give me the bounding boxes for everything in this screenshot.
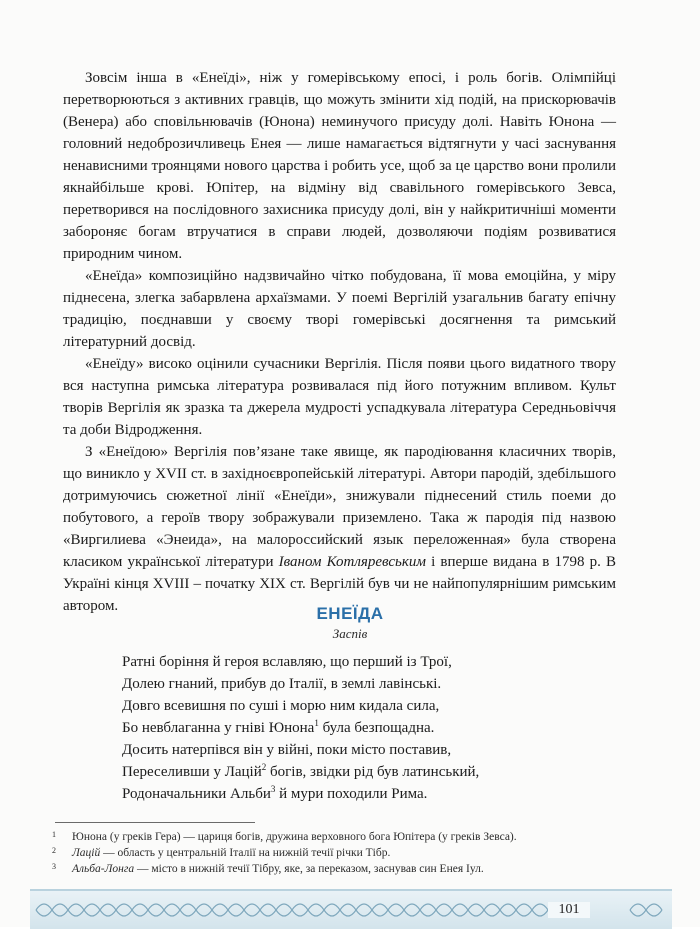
footnote-ref[interactable]: 2 xyxy=(261,762,267,772)
footnote-ref[interactable]: 3 xyxy=(270,784,276,794)
verse-line: Довго всевишня по суші і морю ним кидала сила, xyxy=(122,698,440,714)
paragraph-parody xyxy=(63,441,616,617)
verse-text: була безпощадна. xyxy=(318,720,435,736)
verse-text: Переселивши у Лацій xyxy=(122,764,262,780)
footnote-item xyxy=(52,845,632,861)
footnotes xyxy=(52,829,632,877)
paragraph-composition: «Енеїда» композиційно надзвичайно чітко побудована, її мова емоційна, у міру піднесена, злегка забарвлена архаїзмами. У поемі Вергілій узагальнив багату епічну традицію, поєднавши у своєму творі гомерівські досягнення та римський літературний досвід. xyxy=(63,268,616,350)
verse-line: Досить натерпівся він у війні, поки місто поставив, xyxy=(122,742,452,758)
page-number: 101 xyxy=(548,902,590,918)
poem-verses xyxy=(122,651,622,805)
paragraph-reception: «Енеїду» високо оцінили сучасники Вергілія. Після появи цього видатного твору вся наступна римська література розвивалася під його потужним впливом. Культ творів Вергілія як зразка та джерела мудрості успадкувала література Середньовіччя та доби Відродження. xyxy=(63,356,616,438)
footnote-term: Лацій xyxy=(72,847,101,859)
footnote-text xyxy=(72,845,390,861)
poem-subtitle: Заспів xyxy=(332,626,368,641)
verse-line: Долею гнаний, прибув до Італії, в землі лавінські. xyxy=(122,676,442,692)
footnote-item xyxy=(52,861,632,877)
verse-line: Ратні боріння й героя вславляю, що перший із Трої, xyxy=(122,654,452,670)
footnote-definition: — місто в нижній течії Тібру, яке, за переказом, заснував син Енея Іул. xyxy=(134,863,484,875)
footnote-number: 3 xyxy=(52,862,56,871)
paragraph-gods-role: Зовсім інша в «Енеїді», ніж у гомерівському епосі, і роль богів. Олімпійці перетворюються з активних гравців, що можуть змінити хід подій, на прискорювачів (Венера) або сповільнювачів (Юнона) неминучого присуду долі. Навіть Юнона — головний недоброзичливець Енея — лише намагається відтягнути у часі заснування ненависними троянцями нового царства і робить усе, щоб за це царство вони пролили якнайбільше крові. Юпітер, на відміну від свавільного гомерівського Зевса, перетворився на послідовного захисника присуду долі, він у найкритичніші моменти забороняє богам втручатися в справи людей, дозволяючи подіям розвиватися природним чином. xyxy=(63,70,616,262)
verse-text: Родоначальники Альби xyxy=(122,786,271,802)
verse-text: й мури походили Рима. xyxy=(275,786,428,802)
poem-title: ЕНЕЇДА xyxy=(316,604,384,623)
footnote-term: Альба-Лонга xyxy=(72,863,135,875)
verse-text: богів, звідки рід був латинський, xyxy=(266,764,480,780)
parody-text-end: і вперше видана в 1798 р. В Україні кінця XVIII – початку XIX ст. Вергілій був чи не найпопулярнішим римським автором. xyxy=(63,554,616,614)
prose-body xyxy=(63,67,616,617)
footnote-number: 1 xyxy=(52,830,56,839)
verse-line xyxy=(122,717,622,739)
footnote-number: 2 xyxy=(52,846,56,855)
author-name-kotliarevsky: Іваном Котляревським xyxy=(278,554,426,570)
footnote-definition: — область у центральній Італії на нижній течії річки Тібр. xyxy=(100,847,391,859)
footnote-divider xyxy=(55,822,255,823)
verse-line xyxy=(122,783,622,805)
parody-text-start: З «Енеїдою» Вергілія пов’язане таке явище, як пародіювання класичних творів, що виникло у XVII ст. в західноєвропейській літературі. Автори пародій, здебільшого дотримуючись сюжетної лінії «Енеїди», знижували піднесений стиль поеми до побутового, а героїв твору зображували приземлено. Така ж пародія під назвою «Виргилиева «Энеида», на малороссийский язык переложенная» була створена класиком української літератури xyxy=(63,444,616,570)
footnote-text xyxy=(72,861,484,877)
verse-text: Бо невблаганна у гніві Юнона xyxy=(122,720,315,736)
footnote-text: Юнона (у греків Гера) — цариця богів, дружина верховного бога Юпітера (у греків Зевса). xyxy=(72,831,517,843)
footnote-item xyxy=(52,829,632,845)
verse-line xyxy=(122,761,622,783)
footnote-ref[interactable]: 1 xyxy=(314,718,319,728)
